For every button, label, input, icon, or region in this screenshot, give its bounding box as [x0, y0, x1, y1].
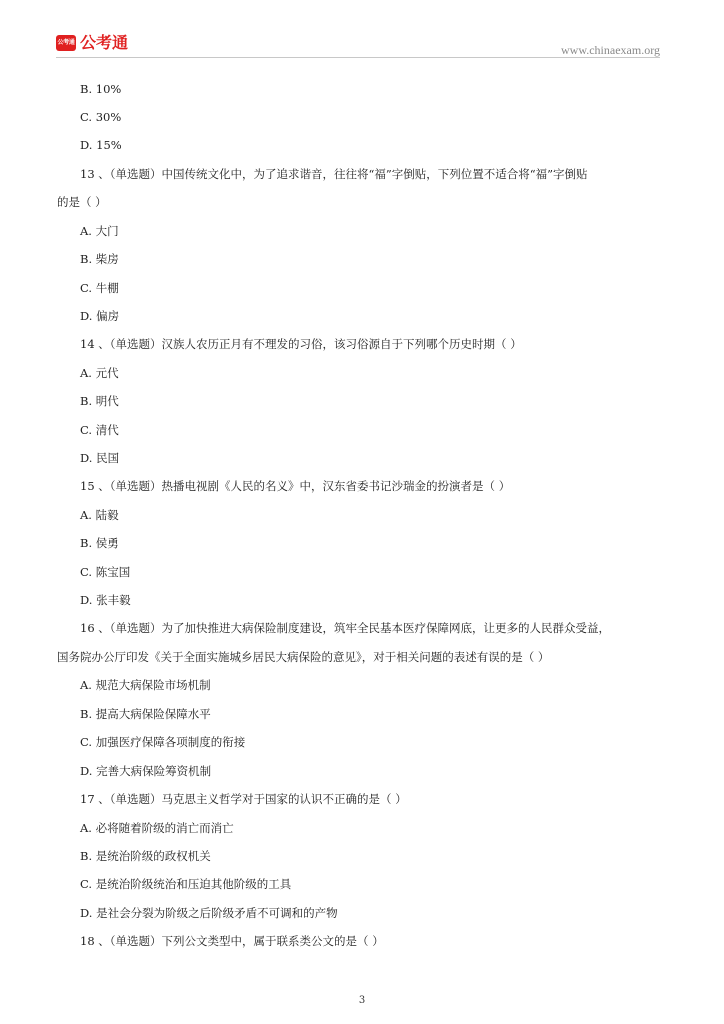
- option-d-q17: D. 是社会分裂为阶级之后阶级矛盾不可调和的产物: [80, 906, 338, 920]
- option-a-q14: A. 元代: [80, 366, 119, 380]
- option-a-q16: A. 规范大病保险市场机制: [80, 678, 211, 692]
- logo-badge-icon: 公考通: [56, 35, 76, 51]
- question-17: 17 、（单选题）马克思主义哲学对于国家的认识不正确的是（ ）: [80, 792, 407, 806]
- header-divider: [56, 57, 660, 58]
- option-a-q15: A. 陆毅: [80, 508, 119, 522]
- question-13: 13 、（单选题）中国传统文化中，为了追求谐音，往往将“福”字倒贴，下列位置不适合将“福”字倒贴: [80, 167, 588, 181]
- question-18: 18 、（单选题）下列公文类型中，属于联系类公文的是（ ）: [80, 934, 384, 948]
- site-url: www.chinaexam.org: [561, 43, 660, 57]
- option-b-q17: B. 是统治阶级的政权机关: [80, 849, 211, 863]
- option-a-q17: A. 必将随着阶级的消亡而消亡: [80, 821, 234, 835]
- option-c-q14: C. 清代: [80, 423, 119, 437]
- site-logo: [56, 34, 128, 52]
- question-14: 14 、（单选题）汉族人农历正月有不理发的习俗，该习俗源自于下列哪个历史时期（ ）: [80, 337, 522, 351]
- logo-text: 公考通: [80, 33, 129, 52]
- question-13-continued: 的是（ ）: [57, 195, 107, 209]
- option-c-q12: C. 30%: [80, 110, 122, 124]
- option-c-q16: C. 加强医疗保障各项制度的衔接: [80, 735, 246, 749]
- option-c-q15: C. 陈宝国: [80, 565, 131, 579]
- option-d-q14: D. 民国: [80, 451, 120, 465]
- page-number: 3: [358, 995, 366, 1006]
- question-15: 15 、（单选题）热播电视剧《人民的名义》中，汉东省委书记沙瑞金的扮演者是（ ）: [80, 479, 511, 493]
- option-c-q13: C. 牛棚: [80, 281, 119, 295]
- page-header: [0, 0, 724, 62]
- option-b-q14: B. 明代: [80, 394, 119, 408]
- question-16-continued: 国务院办公厅印发《关于全面实施城乡居民大病保险的意见》，对于相关问题的表述有误的是（ ）: [57, 650, 550, 664]
- option-b-q16: B. 提高大病保险保障水平: [80, 707, 211, 721]
- option-d-q16: D. 完善大病保险筹资机制: [80, 764, 212, 778]
- option-b-q12: B. 10%: [80, 82, 122, 96]
- option-b-q15: B. 侯勇: [80, 536, 119, 550]
- option-a-q13: A. 大门: [80, 224, 119, 238]
- question-16: 16 、（单选题）为了加快推进大病保险制度建设，筑牢全民基本医疗保障网底，让更多的人民群众受益，: [80, 621, 611, 635]
- option-d-q13: D. 偏房: [80, 309, 120, 323]
- option-b-q13: B. 柴房: [80, 252, 119, 266]
- option-d-q15: D. 张丰毅: [80, 593, 131, 607]
- option-d-q12: D. 15%: [80, 138, 122, 152]
- option-c-q17: C. 是统治阶级统治和压迫其他阶级的工具: [80, 877, 292, 891]
